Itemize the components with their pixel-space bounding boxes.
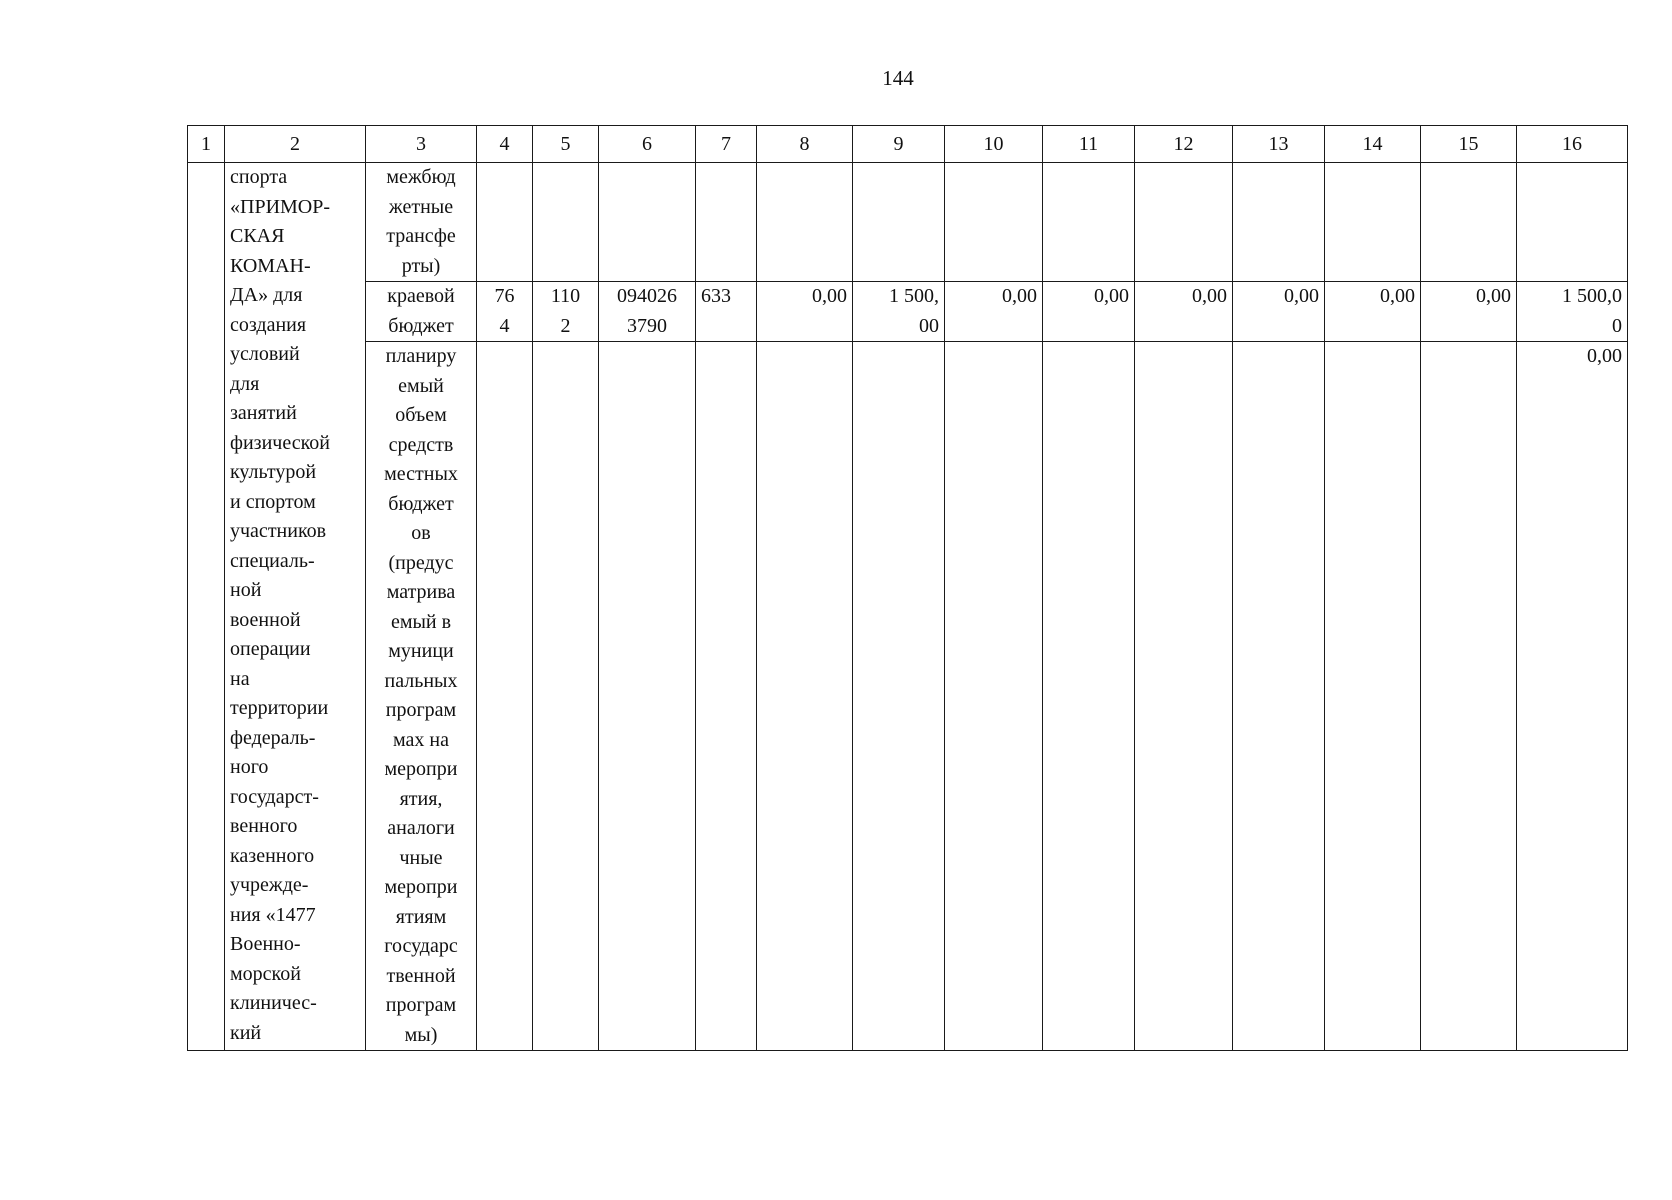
table-row — [188, 282, 1628, 342]
column-header: 3 — [366, 126, 477, 163]
table-row — [188, 342, 1628, 1051]
table-cell — [1517, 282, 1628, 342]
table-row — [188, 163, 1628, 282]
table-cell — [599, 282, 696, 342]
event-description-cell — [225, 163, 366, 1051]
column-header: 12 — [1135, 126, 1233, 163]
table-cell — [757, 282, 853, 342]
cell-value: 0,00 — [812, 285, 847, 307]
column-header: 2 — [225, 126, 366, 163]
table-cell — [599, 163, 696, 282]
column-header: 7 — [696, 126, 757, 163]
column-header: 8 — [757, 126, 853, 163]
table-cell — [696, 342, 757, 1051]
table-cell — [1233, 342, 1325, 1051]
cell-value: 0,00 — [1380, 285, 1415, 307]
table-cell — [757, 342, 853, 1051]
table-cell — [1325, 163, 1421, 282]
funding-source-cell — [366, 163, 477, 282]
table-cell — [1421, 342, 1517, 1051]
cell-value: 76 4 — [494, 285, 515, 337]
cell-value: 0,00 — [1094, 285, 1129, 307]
column-header-row — [188, 126, 1628, 163]
cell-value: 1 500, 00 — [889, 285, 939, 337]
table-cell — [1135, 282, 1233, 342]
column-header: 16 — [1517, 126, 1628, 163]
table-cell — [1043, 163, 1135, 282]
budget-table — [187, 125, 1628, 1051]
row-number-cell — [188, 163, 225, 1051]
funding-source: планиру емый объем средств местных бюджет ов (предус матрива емый в муници пальных програм мах на меропри ятия, аналоги чные меропри ятиям государс твенной програм мы) — [384, 345, 458, 1046]
table-cell — [853, 163, 945, 282]
column-header: 4 — [477, 126, 533, 163]
table-cell — [599, 342, 696, 1051]
cell-value: 0,00 — [1192, 285, 1227, 307]
table-cell — [1517, 342, 1628, 1051]
column-header: 6 — [599, 126, 696, 163]
funding-source-cell — [366, 282, 477, 342]
table-cell — [945, 282, 1043, 342]
table-cell — [1517, 163, 1628, 282]
table-cell — [533, 282, 599, 342]
table-cell — [1325, 342, 1421, 1051]
table-cell — [1421, 282, 1517, 342]
table-cell — [477, 163, 533, 282]
cell-value: 0,00 — [1587, 345, 1622, 367]
column-header: 15 — [1421, 126, 1517, 163]
table-cell — [533, 163, 599, 282]
funding-source: межбюд жетные трансфе рты) — [386, 166, 456, 277]
table-cell — [757, 163, 853, 282]
table-cell — [533, 342, 599, 1051]
funding-source: краевой бюджет — [387, 285, 455, 337]
table-cell — [1233, 163, 1325, 282]
page-number: 144 — [882, 66, 914, 90]
cell-value: 094026 3790 — [617, 285, 677, 337]
table-cell — [1325, 282, 1421, 342]
table-cell — [1135, 163, 1233, 282]
column-header: 10 — [945, 126, 1043, 163]
column-header: 13 — [1233, 126, 1325, 163]
column-header: 11 — [1043, 126, 1135, 163]
table-cell — [853, 342, 945, 1051]
table-cell — [477, 342, 533, 1051]
cell-value: 0,00 — [1284, 285, 1319, 307]
table-cell — [477, 282, 533, 342]
table-cell — [696, 163, 757, 282]
table-cell — [1043, 282, 1135, 342]
column-header: 9 — [853, 126, 945, 163]
column-header: 1 — [188, 126, 225, 163]
table-cell — [853, 282, 945, 342]
table-cell — [945, 342, 1043, 1051]
column-header: 5 — [533, 126, 599, 163]
table-cell — [696, 282, 757, 342]
table-cell — [945, 163, 1043, 282]
cell-value: 0,00 — [1002, 285, 1037, 307]
column-header: 14 — [1325, 126, 1421, 163]
table-cell — [1421, 163, 1517, 282]
table-cell — [1043, 342, 1135, 1051]
cell-value: 633 — [701, 285, 731, 307]
funding-source-cell — [366, 342, 477, 1051]
cell-value: 0,00 — [1476, 285, 1511, 307]
cell-value: 1 500,0 0 — [1562, 285, 1622, 337]
event-description: спорта «ПРИМОР- СКАЯ КОМАН- ДА» для создания условий для занятий физической культурой и спортом участников специаль- ной военной операции на территории федераль- ного государст- венного казенного учрежде- ния «1477 Военно- морской клиничес- кий — [230, 166, 331, 1044]
cell-value: 110 2 — [550, 285, 581, 337]
table-cell — [1233, 282, 1325, 342]
table-cell — [1135, 342, 1233, 1051]
